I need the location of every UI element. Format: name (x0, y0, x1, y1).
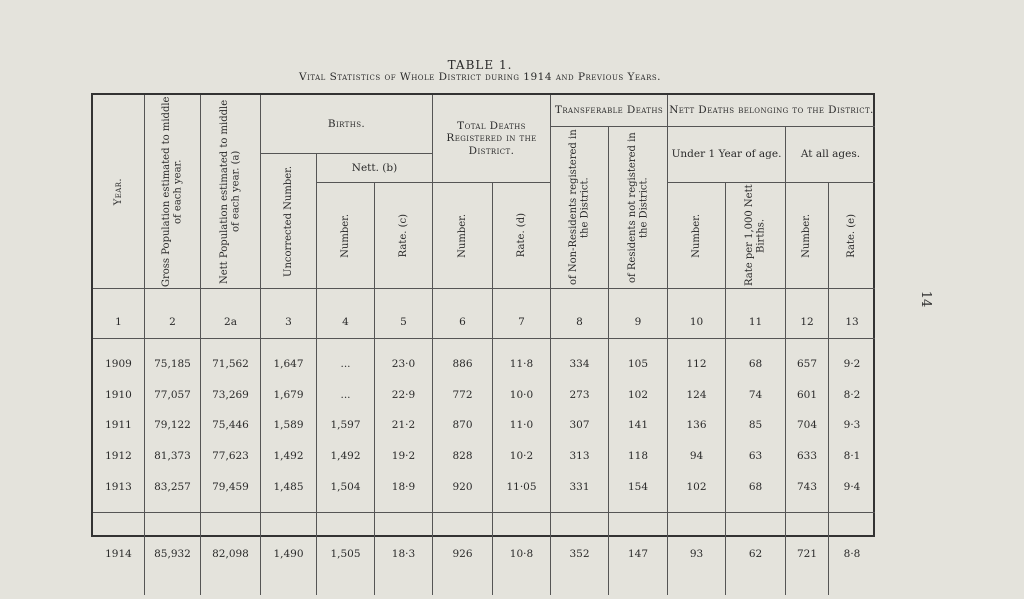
table-subtitle: Vital Statistics of Whole District during 1914 and Previous Years. (298, 71, 662, 83)
header-nett-deaths-group: Nett Deaths belonging to the District. (668, 95, 875, 127)
table-cell: 18·9 (391, 480, 416, 493)
body-column-all_rate (829, 339, 875, 513)
table-cell: 74 (748, 388, 763, 401)
table-cell: 1,589 (273, 419, 304, 432)
table-cell: 82,098 (212, 547, 249, 560)
table-cell: 1,597 (330, 419, 361, 432)
table-cell: 19·2 (391, 450, 416, 463)
page-number: 14 (918, 290, 934, 308)
table-cell: 633 (796, 450, 818, 463)
header-deaths-rate-label: Rate. (d) (515, 213, 527, 258)
header-nett-population-label: Nett Population estimated to middle of each year. (a) (219, 99, 242, 284)
table-cell: 68 (748, 358, 763, 371)
header-all-ages-rate-label: Rate. (e) (846, 213, 858, 258)
header-deaths-number (433, 183, 493, 289)
current-year-cell (201, 513, 261, 595)
table-cell: 1912 (105, 450, 132, 463)
header-all-ages-rate (829, 183, 875, 289)
col-number: 11 (726, 289, 786, 339)
table-cell: ... (340, 358, 351, 371)
table-cell: 1,492 (330, 450, 361, 463)
body-column-deaths_rate (493, 339, 551, 513)
table-cell: 102 (686, 480, 707, 493)
body-column-gross (145, 339, 201, 513)
body-column-nett (201, 339, 261, 513)
table-cell: 1914 (105, 547, 132, 560)
table-cell: 334 (569, 358, 590, 371)
body-column-u1_rate (726, 339, 786, 513)
table-cell: 657 (796, 358, 818, 371)
table-cell: 73,269 (212, 388, 249, 401)
table-cell: 1910 (105, 388, 132, 401)
col-number: 12 (786, 289, 829, 339)
table-cell: 23·0 (391, 358, 416, 371)
table-cell: 1,490 (273, 547, 304, 560)
header-births-number (317, 183, 375, 289)
body-column-residents (609, 339, 668, 513)
table-cell: 147 (627, 547, 649, 560)
col-number: 9 (609, 289, 668, 339)
table-cell: 772 (452, 388, 473, 401)
header-nett-group: Nett. (b) (317, 154, 433, 183)
current-year-cell (829, 513, 875, 595)
current-year-cell (493, 513, 551, 595)
table-cell: 105 (627, 358, 649, 371)
header-gross-population (145, 95, 201, 289)
header-gross-population-label: Gross Population estimated to middle of each year. (161, 96, 184, 287)
table-cell: 18·3 (391, 547, 416, 560)
table-cell: 77,623 (212, 450, 249, 463)
table-cell: 1911 (105, 419, 132, 432)
header-births-number-label: Number. (339, 213, 351, 258)
table-cell: 102 (627, 388, 649, 401)
table-cell: 21·2 (391, 419, 416, 432)
table-cell: 11·05 (506, 480, 537, 493)
col-number: 3 (261, 289, 317, 339)
header-all-ages-number (786, 183, 829, 289)
table-cell: 1913 (105, 480, 132, 493)
table-cell: 9·3 (843, 419, 861, 432)
table-cell: 8·1 (843, 450, 861, 463)
table-cell: 118 (627, 450, 649, 463)
current-year-cell (726, 513, 786, 595)
table-cell: 10·2 (509, 450, 534, 463)
table-cell: 1,485 (273, 480, 304, 493)
col-number: 7 (493, 289, 551, 339)
table-cell: 94 (689, 450, 704, 463)
table-cell: 75,446 (212, 419, 249, 432)
table-cell: 93 (689, 547, 704, 560)
table-cell: 743 (796, 480, 818, 493)
table-cell: 81,373 (154, 450, 191, 463)
header-residents-not-registered (609, 127, 668, 289)
current-year-cell (609, 513, 668, 595)
table-cell: 1,679 (273, 388, 304, 401)
table-cell: 124 (686, 388, 707, 401)
table-cell: 1,647 (273, 358, 304, 371)
table-cell: 886 (452, 358, 473, 371)
body-column-uncorrected (261, 339, 317, 513)
body-column-births_rate (375, 339, 433, 513)
table-cell: 9·4 (843, 480, 861, 493)
header-nett-population (201, 95, 261, 289)
table-cell: 331 (569, 480, 590, 493)
current-year-cell (261, 513, 317, 595)
table-cell: ... (340, 388, 351, 401)
table-cell: 83,257 (154, 480, 191, 493)
header-residents-not-registered-label: of Residents not registered in the District. (626, 132, 649, 283)
table-cell: 920 (452, 480, 473, 493)
table-cell: 828 (452, 450, 473, 463)
body-column-year (93, 339, 145, 513)
table-cell: 71,562 (212, 358, 249, 371)
vital-statistics-table (91, 93, 875, 560)
table-cell: 10·8 (509, 547, 534, 560)
header-deaths-rate (493, 183, 551, 289)
header-deaths-number-label: Number. (456, 213, 468, 258)
current-year-cell (433, 513, 493, 595)
col-number: 1 (93, 289, 145, 339)
header-transferable-group: Transferable Deaths (551, 95, 668, 127)
header-non-residents (551, 127, 609, 289)
table-cell: 154 (627, 480, 649, 493)
header-non-residents-label: of Non-Residents registered in the District. (568, 129, 591, 286)
header-all-ages-group: At all ages. (786, 127, 875, 183)
table-cell: 721 (796, 547, 818, 560)
col-number: 10 (668, 289, 726, 339)
table-cell: 141 (627, 419, 649, 432)
current-year-cell (668, 513, 726, 595)
table-cell: 63 (748, 450, 763, 463)
header-under-1-number (668, 183, 726, 289)
table-cell: 68 (748, 480, 763, 493)
body-column-all_number (786, 339, 829, 513)
table-cell: 85,932 (154, 547, 191, 560)
table-cell: 1,504 (330, 480, 361, 493)
table-cell: 10·0 (509, 388, 534, 401)
body-column-non_residents (551, 339, 609, 513)
table-cell: 1909 (105, 358, 132, 371)
table-cell: 8·8 (843, 547, 861, 560)
header-year-label: Year. (112, 177, 124, 206)
col-number: 5 (375, 289, 433, 339)
table-cell: 79,459 (212, 480, 249, 493)
current-year-cell (317, 513, 375, 595)
table-cell: 1,505 (330, 547, 361, 560)
col-number: 4 (317, 289, 375, 339)
table-cell: 704 (796, 419, 818, 432)
header-births-rate (375, 183, 433, 289)
table-cell: 9·2 (843, 358, 861, 371)
table-cell: 11·0 (509, 419, 534, 432)
table-cell: 313 (569, 450, 590, 463)
current-year-cell (93, 513, 145, 595)
table-cell: 273 (569, 388, 590, 401)
table-title: TABLE 1. (447, 58, 513, 72)
header-uncorrected-label: Uncorrected Number. (282, 165, 294, 277)
header-under-1-rate (726, 183, 786, 289)
current-year-cell (145, 513, 201, 595)
current-year-cell (551, 513, 609, 595)
current-year-cell (375, 513, 433, 595)
col-number: 2a (201, 289, 261, 339)
table-cell: 307 (569, 419, 590, 432)
col-number: 13 (829, 289, 875, 339)
body-column-u1_number (668, 339, 726, 513)
header-births-rate-label: Rate. (c) (397, 213, 409, 258)
table-cell: 926 (452, 547, 473, 560)
header-year (93, 95, 145, 289)
table-cell: 79,122 (154, 419, 191, 432)
header-under-1-group: Under 1 Year of age. (668, 127, 786, 183)
table-cell: 870 (452, 419, 473, 432)
table-cell: 22·9 (391, 388, 416, 401)
body-column-deaths_number (433, 339, 493, 513)
col-number: 8 (551, 289, 609, 339)
table-cell: 112 (686, 358, 707, 371)
table-cell: 62 (748, 547, 763, 560)
table-cell: 11·8 (509, 358, 534, 371)
header-births-group: Births. (261, 95, 433, 154)
table-cell: 352 (569, 547, 590, 560)
header-under-1-number-label: Number. (690, 213, 702, 258)
header-uncorrected (261, 154, 317, 289)
header-under-1-rate-label: Rate per 1,000 Nett Births. (744, 184, 767, 287)
col-number: 2 (145, 289, 201, 339)
table-cell: 77,057 (154, 388, 191, 401)
current-year-cell (786, 513, 829, 595)
col-number: 6 (433, 289, 493, 339)
table-cell: 601 (796, 388, 818, 401)
table-cell: 85 (748, 419, 763, 432)
header-all-ages-number-label: Number. (801, 213, 813, 258)
table-cell: 8·2 (843, 388, 861, 401)
header-total-deaths-group: Total Deaths Registered in the District. (433, 95, 551, 183)
body-column-births_number (317, 339, 375, 513)
table-cell: 1,492 (273, 450, 304, 463)
table-cell: 136 (686, 419, 707, 432)
table-cell: 75,185 (154, 358, 191, 371)
